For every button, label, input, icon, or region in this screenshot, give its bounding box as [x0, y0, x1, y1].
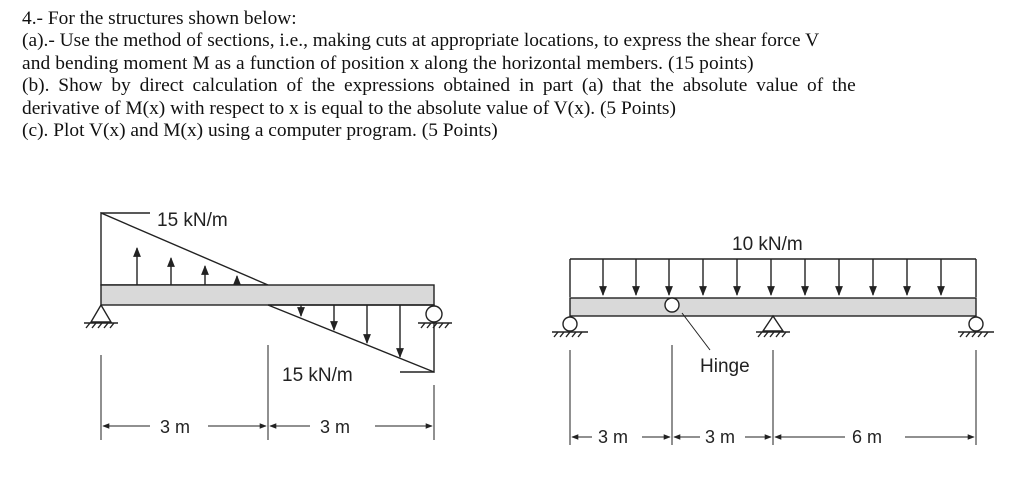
beam-1	[101, 285, 434, 305]
part-b-line-1: (b). Show by direct calculation of the expressions obtained in part (a) that the absolute value of the	[22, 75, 856, 97]
beam-1-structure	[84, 213, 452, 440]
load-1-bottom-label: 15 kN/m	[282, 365, 353, 386]
part-a-line-2: and bending moment M as a function of position x along the horizontal members. (15 points)	[22, 52, 754, 74]
roller-support-icon	[418, 306, 452, 328]
beam-2	[570, 298, 976, 316]
dimension-2-first: 3 m	[598, 427, 629, 447]
dimension-2-third: 6 m	[852, 427, 883, 447]
pin-support-middle-icon	[756, 316, 790, 337]
load-1-downward-arrows	[301, 305, 400, 357]
dimension-2-second: 3 m	[705, 427, 736, 447]
pin-support-icon	[84, 305, 118, 328]
load-2-arrows	[603, 259, 941, 295]
part-c-line: (c). Plot V(x) and M(x) using a computer program. (5 Points)	[22, 120, 498, 142]
load-1-upward-arrows	[137, 248, 237, 285]
load-1-downward-region	[268, 305, 434, 372]
problem-title: 4.- For the structures shown below:	[22, 8, 297, 29]
dimension-1-right: 3 m	[320, 417, 351, 437]
hinge-icon	[665, 298, 679, 312]
part-b-line-2: derivative of M(x) with respect to x is equal to the absolute value of V(x). (5 Points)	[22, 97, 676, 119]
roller-support-right-icon	[958, 317, 994, 337]
part-a-line-1: (a).- Use the method of sections, i.e., making cuts at appropriate locations, to express the shear force V	[22, 30, 820, 52]
roller-support-left-icon	[552, 317, 588, 337]
dimension-1-left: 3 m	[160, 417, 191, 437]
hinge-label: Hinge	[700, 356, 750, 377]
beam-2-structure	[552, 259, 994, 445]
load-1-top-label: 15 kN/m	[157, 210, 228, 231]
load-2-label: 10 kN/m	[732, 234, 803, 255]
